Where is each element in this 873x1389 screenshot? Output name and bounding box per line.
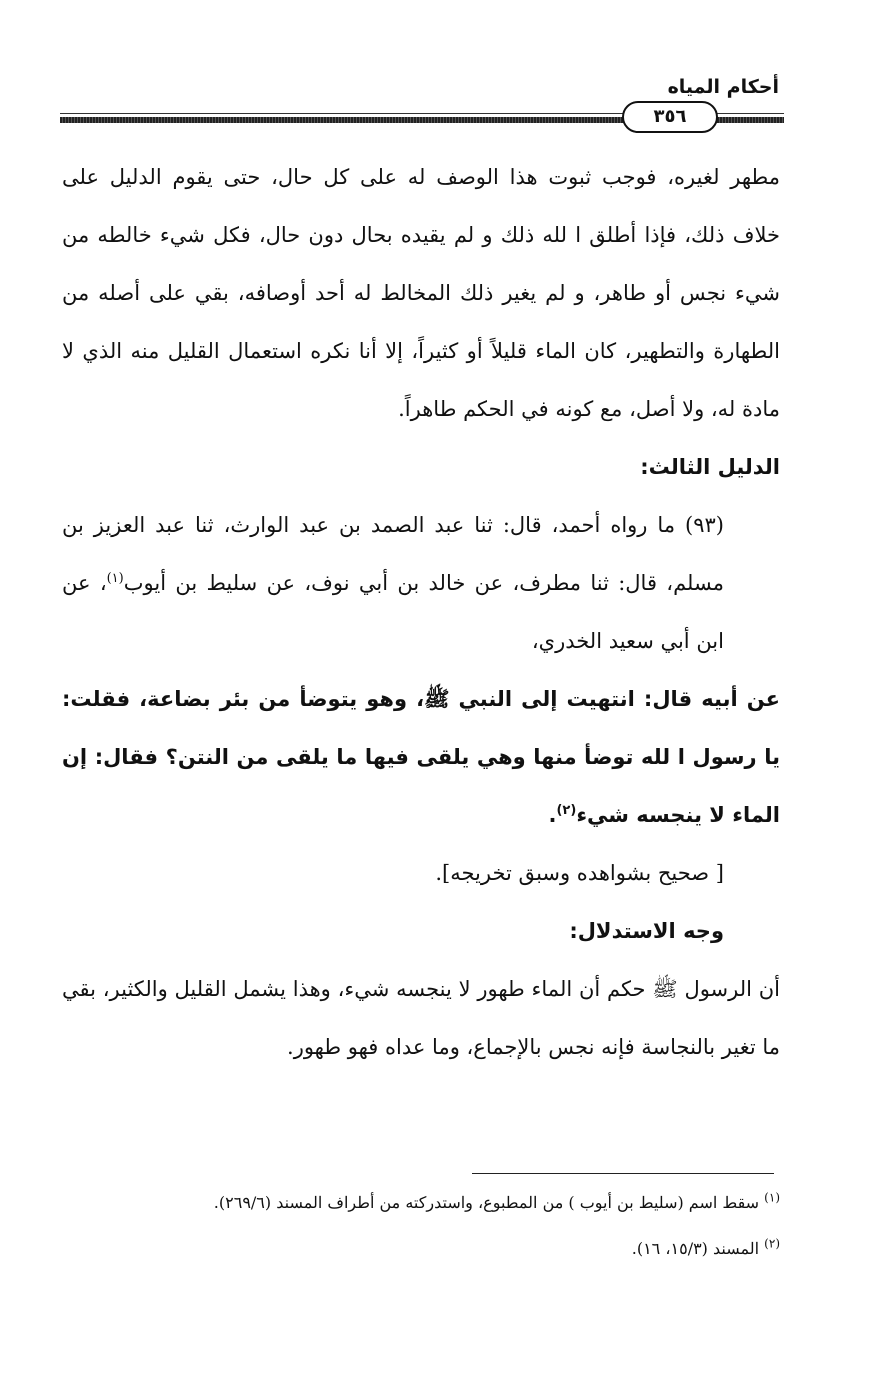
hadith-text: [62, 670, 780, 844]
paragraph-1: مطهر لغيره، فوجب ثبوت هذا الوصف له على كل حال، حتى يقوم الدليل على خلاف ذلك، فإذا أطلق ا لله ذلك و لم يقيده بحال دون حال، فكل شيء خالطه من شيء نجس أو طاهر، و لم يغير ذلك المخالط له أحد أوصافه، بقي على أصله من الطهارة والتطهير، كان الماء قليلاً أو كثيراً، إلا أنا نكره استعمال القليل منه الذي لا مادة له، ولا أصل، مع كونه في الحكم طاهراً.: [62, 165, 780, 421]
hadith-grading: [ صحيح بشواهده وسبق تخريجه].: [435, 861, 724, 885]
footnote-ref-1[interactable]: (١): [106, 571, 124, 586]
section-heading-third-evidence: الدليل الثالث:: [640, 455, 780, 479]
footnote-separator: [472, 1173, 774, 1174]
hadith-chain-tail: ، عن ابن أبي سعيد الخدري،: [62, 571, 724, 653]
footnote-2-mark: (٢): [764, 1236, 780, 1251]
footnote-2-text: المسند (١٥/٣، ١٦).: [631, 1239, 760, 1258]
hadith-tail: .: [548, 803, 557, 827]
hadith-chain-text: (٩٣) ما رواه أحمد، قال: ثنا عبد الصمد بن عبد الوارث، ثنا عبد العزيز بن مسلم، قال: ثنا مطرف، عن خالد بن أبي نوف، عن سليط بن أيوب: [62, 513, 724, 595]
page-number: ٣٥٦: [622, 101, 718, 133]
footnote-1: [62, 1180, 780, 1226]
footnote-1-text: سقط اسم (سليط بن أيوب ) من المطبوع، واستدركته من أطراف المسند (٢٦٩/٦).: [213, 1193, 760, 1212]
paragraph-inference: أن الرسول ﷺ حكم أن الماء طهور لا ينجسه شيء، وهذا يشمل القليل والكثير، بقي ما تغير بالنجاسة فإنه نجس بالإجماع، وما عداه فهو طهور.: [62, 977, 780, 1059]
footnote-ref-2[interactable]: (٢): [556, 803, 577, 818]
running-header-title: أحكام المياه: [667, 76, 779, 98]
main-text: [62, 148, 780, 1076]
section-heading-inference: وجه الاستدلال:: [569, 919, 724, 943]
hadith-main-text: عن أبيه قال: انتهيت إلى النبي ﷺ، وهو يتوضأ من بئر بضاعة، فقلت: يا رسول ا لله توضأ منها وهي يلقى فيها ما يلقى من النتن؟ فقال: إن الماء لا ينجسه شيء: [62, 687, 780, 827]
paragraph-hadith-chain: [62, 496, 780, 670]
footnote-1-mark: (١): [764, 1190, 780, 1205]
footnote-2: [62, 1226, 780, 1272]
footnotes: [62, 1180, 780, 1272]
